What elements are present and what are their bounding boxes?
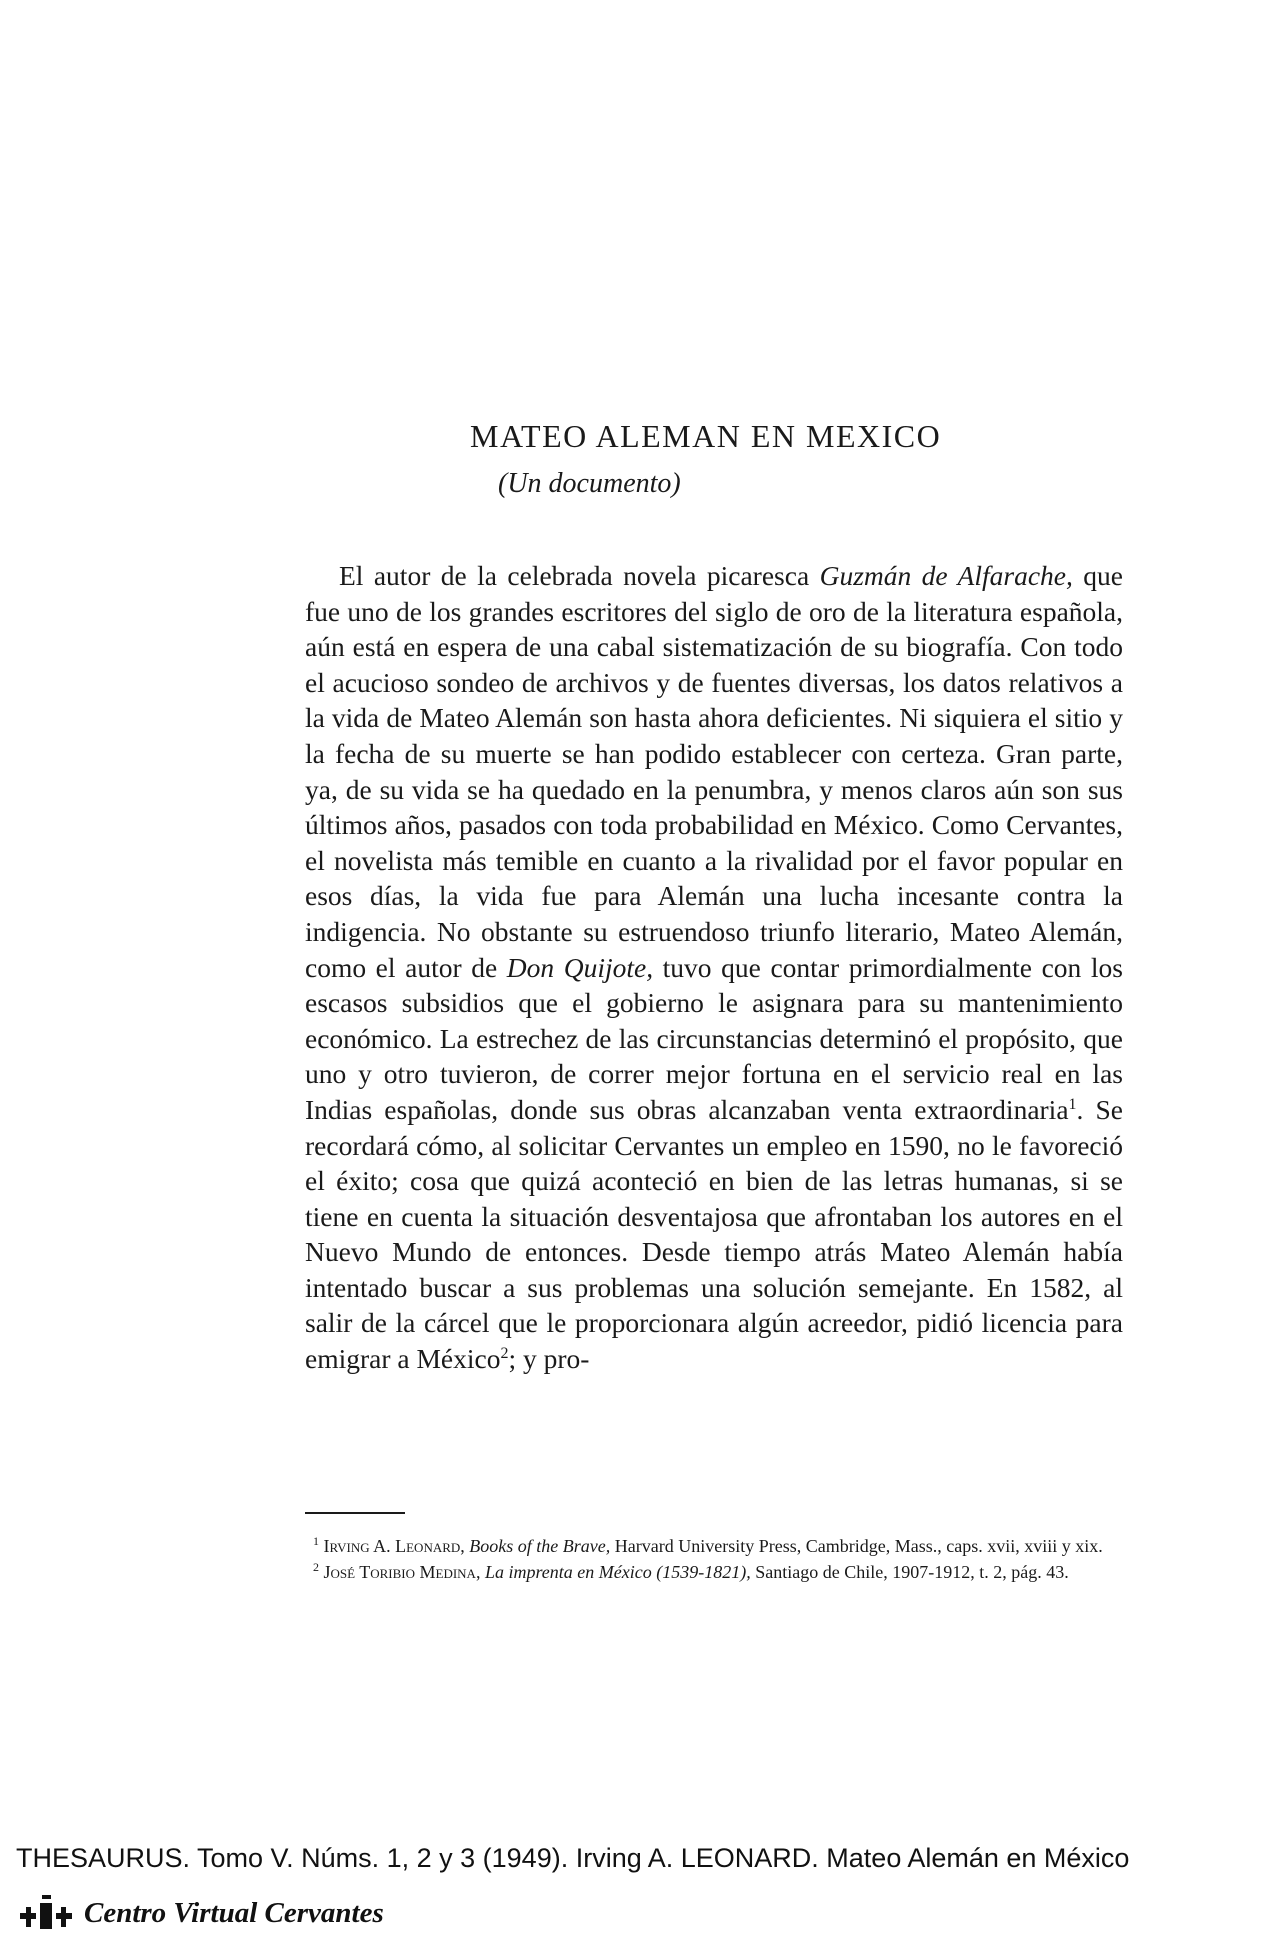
footnote-rest: Santiago de Chile, 1907-1912, t. 2, pág. 43. [750,1562,1069,1582]
cvc-brand-name: Centro Virtual Cervantes [84,1896,384,1929]
cvc-brand[interactable] [18,1893,384,1933]
article-body [305,558,1123,1377]
work-title-guzman: Guzmán de Alfarache, [819,560,1073,591]
footnote-rest: Harvard University Press, Cambridge, Mass., caps. xvii, xviii y xix. [610,1536,1103,1556]
footnote-number: 2 [313,1560,319,1574]
footnote-title: Books of the Brave, [469,1536,611,1556]
body-paragraph [305,558,1123,1377]
body-text-run: El autor de la celebrada novela picaresca [339,560,820,591]
footnote-author: José Toribio Medina, [323,1562,481,1582]
footnote-number: 1 [313,1534,319,1548]
footnote-ref-2: 2 [500,1344,509,1362]
footnote-2 [305,1559,1123,1585]
body-text-run: . Se recordará cómo, al solicitar Cervantes un empleo en 1590, no le favoreció el éxito; cosa que quizá aconteció en bien de las letras humanas, si se tiene en cuenta la situación desventajosa que afrontaban los autores en el Nuevo Mundo de entonces. Desde tiempo atrás Mateo Alemán había intentado buscar a sus problemas una solución semejante. En 1582, al salir de la cárcel que le proporcionara algún acreedor, pidió licencia para emigrar a México [305,1093,1124,1375]
footnotes [305,1533,1123,1585]
body-text-run: que fue uno de los grandes escritores del siglo de oro de la literatura española, aún está en espera de una cabal sistematización de su biografía. Con todo el acucioso sondeo de archivos y de fuentes diversas, los datos relativos a la vida de Mateo Alemán son hasta ahora deficientes. Ni siquiera el sitio y la fecha de su muerte se han podido establecer con certeza. Gran parte, ya, de su vida se ha quedado en la penumbra, y menos claros aún son sus últimos años, pasados con toda probabilidad en México. Como Cervantes, el novelista más temible en cuanto a la rivalidad por el favor popular en esos días, la vida fue para Alemán una lucha incesante contra la indigencia. No obstante su estruendoso triunfo literario, Mateo Alemán, como el autor de [305,560,1123,983]
citation-footer: THESAURUS. Tomo V. Núms. 1, 2 y 3 (1949). Irving A. LEONARD. Mateo Alemán en México [16,1843,1130,1873]
body-text-run: ; y pro- [508,1343,590,1375]
footnote-ref-1: 1 [1068,1095,1077,1113]
page-title: MATEO ALEMAN EN MEXICO [470,418,942,454]
footnote-author: Irving A. Leonard, [323,1536,465,1556]
body-text-run: tuvo que contar primordialmente con los escasos subsidios que el gobierno le asignara para su mantenimiento económico. La estrechez de las circunstancias determinó el propósito, que uno y otro tuvieron, de correr mejor fortuna en el servicio real en las Indias españolas, donde sus obras alcanzaban venta extraordinaria [305,951,1123,1125]
page-subtitle: (Un documento) [498,468,681,499]
footnote-divider [305,1512,405,1514]
footnote-title: La imprenta en México (1539-1821), [484,1562,751,1582]
work-title-quijote: Don Quijote, [506,951,654,983]
cvc-logo-icon [18,1893,74,1933]
footnote-1 [305,1533,1123,1559]
